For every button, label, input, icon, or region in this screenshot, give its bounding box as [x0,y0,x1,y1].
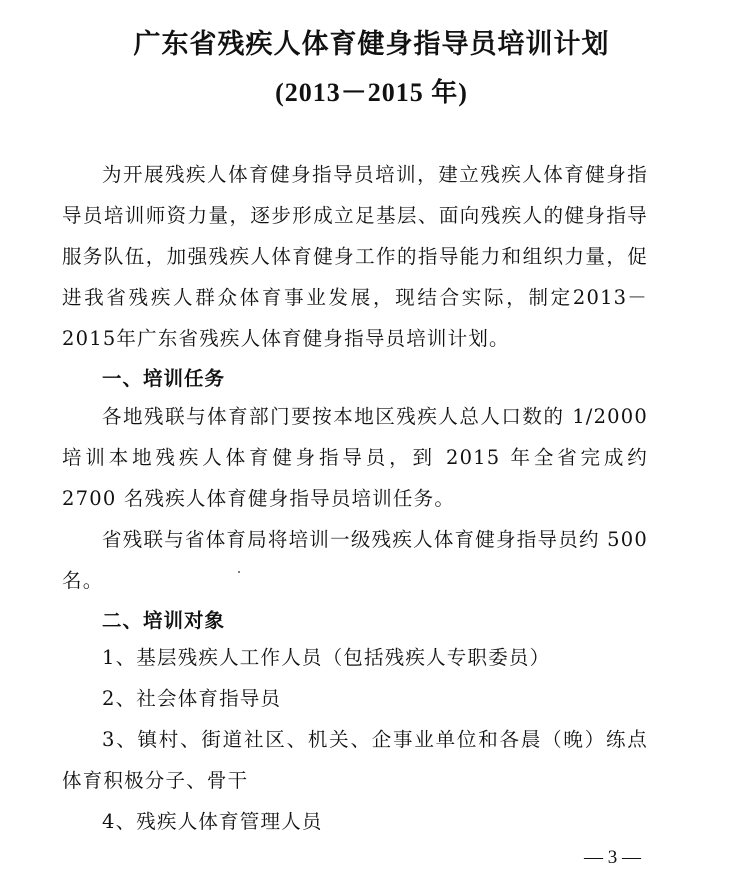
training-target-item-3: 3、镇村、街道社区、机关、企事业单位和各晨（晚）练点体育积极分子、骨干 [62,728,648,792]
training-tasks-paragraph-1: 各地残联与体育部门要按本地区残疾人总人口数的 1/2000 培训本地残疾人体育健身指导员，到 2015 年全省完成约 2700 名残疾人体育健身指导员培训任务。 [62,405,648,510]
page-number: — 3 — [584,847,641,868]
training-tasks-paragraph-2: 省残联与省体育局将培训一级残疾人体育健身指导员约 500 名。 [62,528,648,592]
scan-speck [238,571,240,573]
intro-paragraph: 为开展残疾人体育健身指导员培训，建立残疾人体育健身指导员培训师资力量，逐步形成立足基层、面向残疾人的健身指导服务队伍，加强残疾人体育健身工作的指导能力和组织力量，促进我省残疾人群众体育事业发展，现结合实际，制定2013－2015年广东省残疾人体育健身指导员培训计划。 [62,163,648,350]
document-title: 广东省残疾人体育健身指导员培训计划 [133,29,610,60]
training-target-item-2: 2、社会体育指导员 [102,687,282,710]
section-heading-training-targets: 二、培训对象 [102,609,226,632]
training-target-item-1: 1、基层残疾人工作人员（包括残疾人专职委员） [102,646,551,669]
training-target-item-4: 4、残疾人体育管理人员 [102,810,323,833]
section-heading-training-tasks: 一、培训任务 [102,367,226,390]
document-subtitle: (2013－2015 年) [275,78,468,107]
